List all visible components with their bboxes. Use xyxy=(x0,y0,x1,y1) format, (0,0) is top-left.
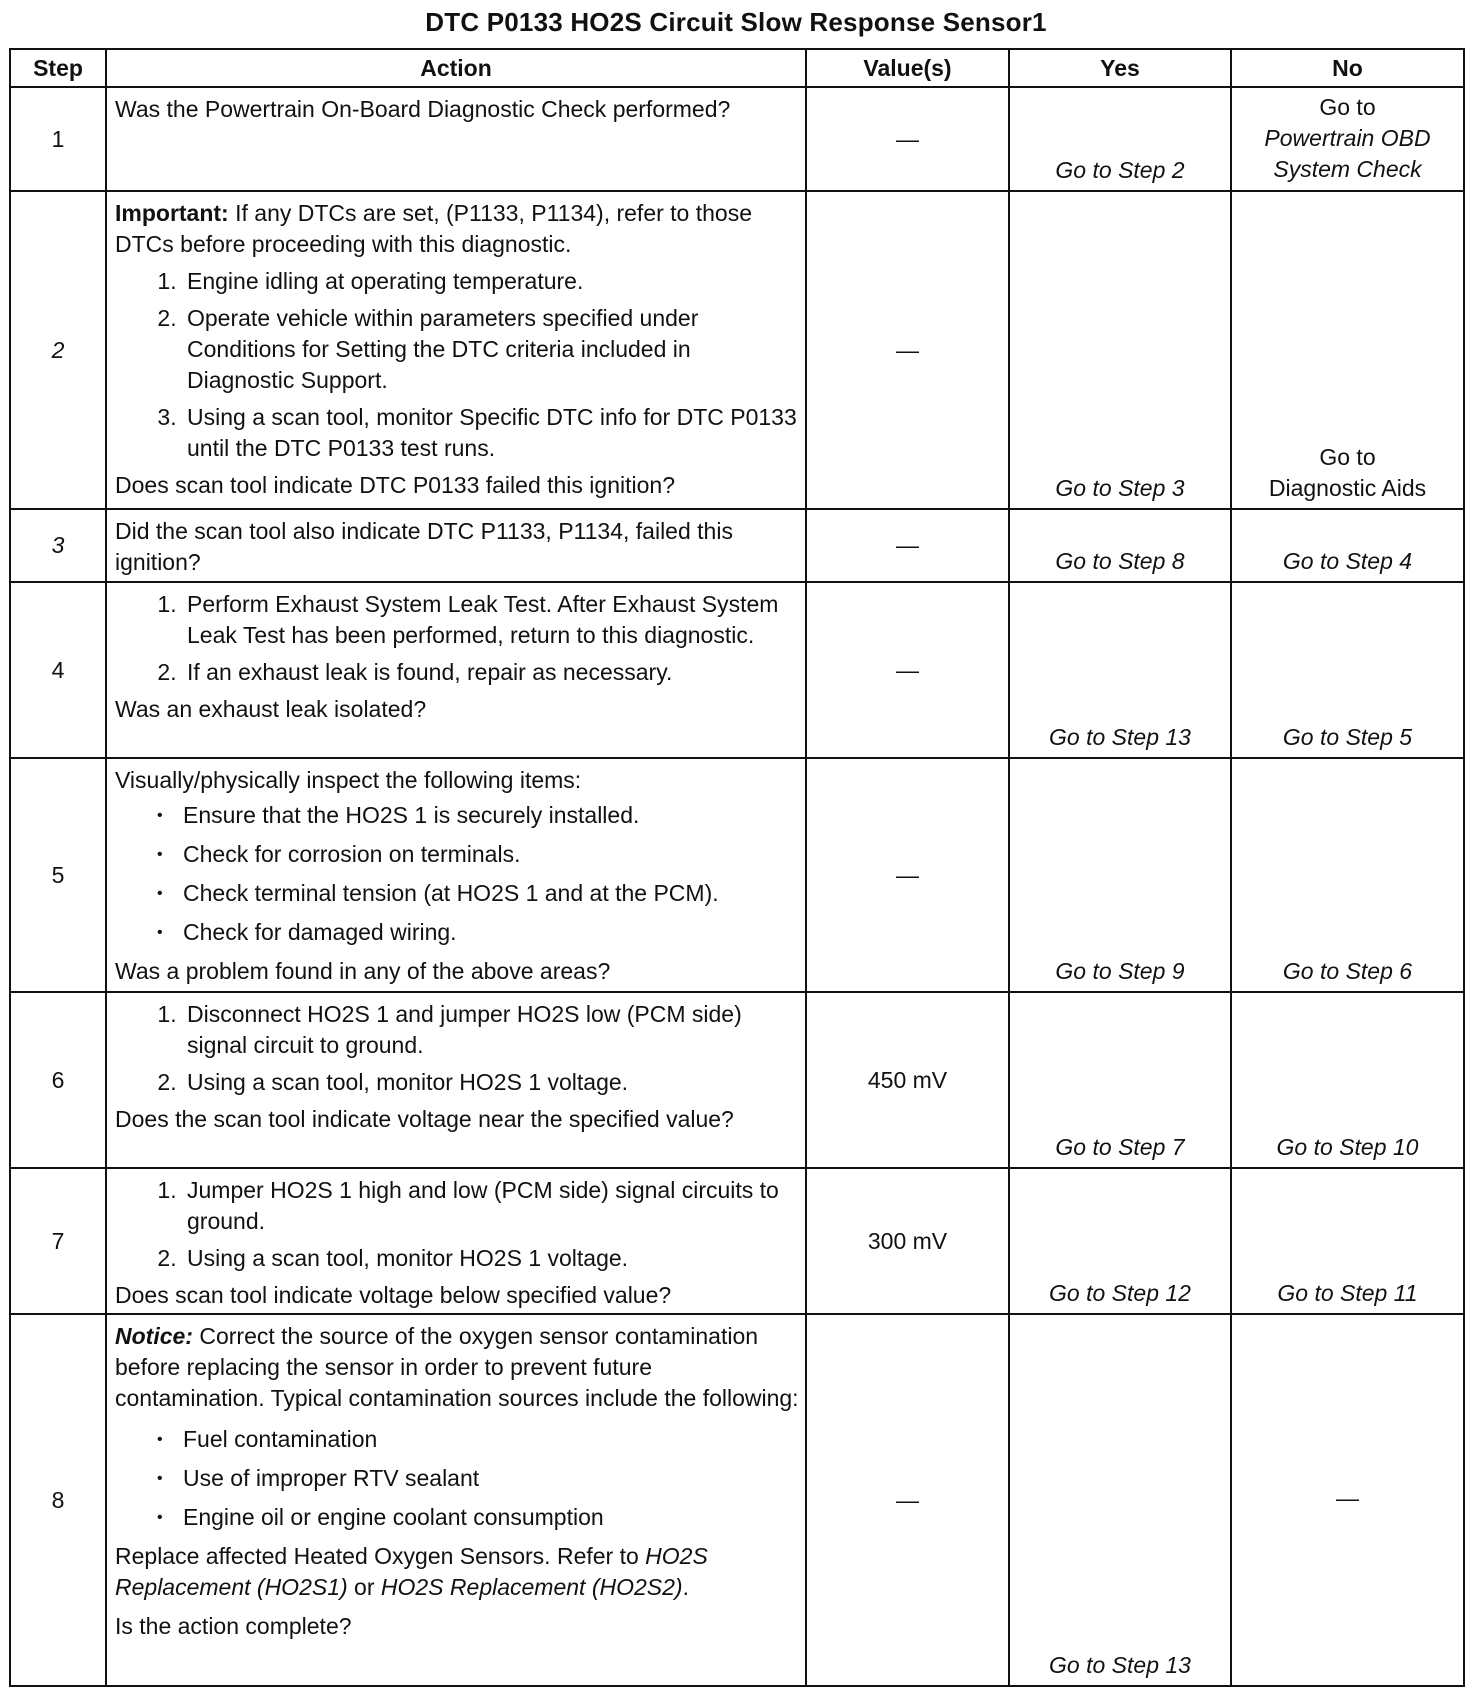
action-question: Was the Powertrain On-Board Diagnostic Check performed? xyxy=(115,96,731,122)
list-item: 1. Engine idling at operating temperature. xyxy=(183,266,799,297)
no-cell: Go to Step 10 xyxy=(1231,992,1464,1168)
yes-cell: Go to Step 7 xyxy=(1009,992,1231,1168)
yes-cell: Go to Step 8 xyxy=(1009,509,1231,582)
step-number: 8 xyxy=(10,1314,106,1686)
action-cell xyxy=(106,1314,806,1686)
table-row xyxy=(10,87,1464,191)
list-item: 2. Operate vehicle within parameters specified under Conditions for Setting the DTC criteria included in Diagnostic Support. xyxy=(183,303,799,396)
action-cell xyxy=(106,87,806,191)
no-line: Diagnostic Aids xyxy=(1268,475,1427,501)
list-item: 2. Using a scan tool, monitor HO2S 1 voltage. xyxy=(183,1067,799,1098)
header-values: Value(s) xyxy=(806,49,1009,87)
list-item: 1. Disconnect HO2S 1 and jumper HO2S low (PCM side) signal circuit to ground. xyxy=(183,999,799,1061)
list-item: 3. Using a scan tool, monitor Specific DTC info for DTC P0133 until the DTC P0133 test runs. xyxy=(183,402,799,464)
list-item: 2. If an exhaust leak is found, repair as necessary. xyxy=(183,657,799,688)
yes-cell: Go to Step 12 xyxy=(1009,1168,1231,1314)
value-cell: — xyxy=(806,758,1009,992)
value-cell: — xyxy=(806,1314,1009,1686)
value-cell: 300 mV xyxy=(806,1168,1009,1314)
value-cell: — xyxy=(806,191,1009,509)
yes-cell: Go to Step 3 xyxy=(1009,191,1231,509)
action-question: Does scan tool indicate DTC P0133 failed this ignition? xyxy=(115,472,675,498)
list-item: • Engine oil or engine coolant consumption xyxy=(183,1502,799,1533)
list-item: 1. Perform Exhaust System Leak Test. After Exhaust System Leak Test has been performed, return to this diagnostic. xyxy=(183,589,799,651)
replace-instruction xyxy=(115,1541,799,1603)
yes-cell: Go to Step 9 xyxy=(1009,758,1231,992)
no-line: Powertrain OBD xyxy=(1264,125,1431,151)
yes-cell: Go to Step 13 xyxy=(1009,582,1231,758)
value-cell: 450 mV xyxy=(806,992,1009,1168)
bullet-list xyxy=(115,1424,799,1533)
bullet-list xyxy=(115,800,799,948)
intro-text: If any DTCs are set, (P1133, P1134), refer to those DTCs before proceeding with this diagnostic. xyxy=(115,200,753,257)
notice-label: Notice: xyxy=(115,1323,193,1349)
no-line: Go to xyxy=(1319,444,1376,470)
no-cell: Go to Step 6 xyxy=(1231,758,1464,992)
table-row xyxy=(10,509,1464,582)
step-number: 2 xyxy=(10,191,106,509)
action-cell xyxy=(106,758,806,992)
intro-text: Correct the source of the oxygen sensor contamination before replacing the sensor in order to prevent future contamination. Typical contamination sources include the following: xyxy=(115,1323,799,1411)
action-steps xyxy=(115,589,799,688)
step-number: 7 xyxy=(10,1168,106,1314)
reference-link[interactable]: HO2S Replacement (HO2S1) xyxy=(115,1543,708,1600)
action-question: Was an exhaust leak isolated? xyxy=(115,696,427,722)
action-question: Is the action complete? xyxy=(115,1613,352,1639)
list-item: • Check terminal tension (at HO2S 1 and at the PCM). xyxy=(183,878,799,909)
yes-cell: Go to Step 2 xyxy=(1009,87,1231,191)
action-question: Did the scan tool also indicate DTC P1133, P1134, failed this ignition? xyxy=(115,518,733,575)
header-step: Step xyxy=(10,49,106,87)
no-line: Go to xyxy=(1319,94,1376,120)
no-cell: Go to Step 11 xyxy=(1231,1168,1464,1314)
action-intro: Visually/physically inspect the following items: xyxy=(115,767,582,793)
table-row xyxy=(10,1314,1464,1686)
header-action: Action xyxy=(106,49,806,87)
action-steps xyxy=(115,1175,799,1274)
no-cell: Go to Step 5 xyxy=(1231,582,1464,758)
no-line: System Check xyxy=(1273,156,1422,182)
step-number: 4 xyxy=(10,582,106,758)
reference-link[interactable]: HO2S Replacement (HO2S2) xyxy=(380,1574,683,1600)
header-row xyxy=(10,49,1464,87)
list-item: • Check for damaged wiring. xyxy=(183,917,799,948)
value-cell: — xyxy=(806,509,1009,582)
list-item: • Fuel contamination xyxy=(183,1424,799,1455)
value-cell: — xyxy=(806,582,1009,758)
action-steps xyxy=(115,999,799,1098)
action-cell xyxy=(106,992,806,1168)
action-cell xyxy=(106,582,806,758)
action-steps xyxy=(115,266,799,464)
step-number: 3 xyxy=(10,509,106,582)
header-yes: Yes xyxy=(1009,49,1231,87)
header-no: No xyxy=(1231,49,1464,87)
list-item: • Check for corrosion on terminals. xyxy=(183,839,799,870)
step-number: 5 xyxy=(10,758,106,992)
table-row xyxy=(10,1168,1464,1314)
list-item: • Ensure that the HO2S 1 is securely installed. xyxy=(183,800,799,831)
diagnostic-table xyxy=(9,48,1465,1687)
table-row xyxy=(10,758,1464,992)
action-question: Was a problem found in any of the above areas? xyxy=(115,958,611,984)
yes-cell: Go to Step 13 xyxy=(1009,1314,1231,1686)
table-row xyxy=(10,191,1464,509)
step-number: 6 xyxy=(10,992,106,1168)
action-cell xyxy=(106,191,806,509)
list-item: • Use of improper RTV sealant xyxy=(183,1463,799,1494)
page-title: DTC P0133 HO2S Circuit Slow Response Sensor1 xyxy=(425,7,1047,37)
action-cell xyxy=(106,509,806,582)
list-item: 1. Jumper HO2S 1 high and low (PCM side) signal circuits to ground. xyxy=(183,1175,799,1237)
no-cell: Go to Step 4 xyxy=(1231,509,1464,582)
no-cell xyxy=(1231,87,1464,191)
no-cell xyxy=(1231,191,1464,509)
table-row xyxy=(10,582,1464,758)
action-question: Does scan tool indicate voltage below specified value? xyxy=(115,1282,672,1308)
action-question: Does the scan tool indicate voltage near the specified value? xyxy=(115,1106,734,1132)
period: . xyxy=(682,1574,689,1600)
table-row xyxy=(10,992,1464,1168)
important-label: Important: xyxy=(115,200,229,226)
list-item: 2. Using a scan tool, monitor HO2S 1 voltage. xyxy=(183,1243,799,1274)
action-intro xyxy=(115,1321,799,1414)
no-cell: — xyxy=(1231,1314,1464,1686)
or-text: or xyxy=(354,1574,375,1600)
step-number: 1 xyxy=(10,87,106,191)
action-cell xyxy=(106,1168,806,1314)
value-cell: — xyxy=(806,87,1009,191)
action-intro xyxy=(115,198,799,260)
replace-text: Replace affected Heated Oxygen Sensors. Refer to xyxy=(115,1543,639,1569)
